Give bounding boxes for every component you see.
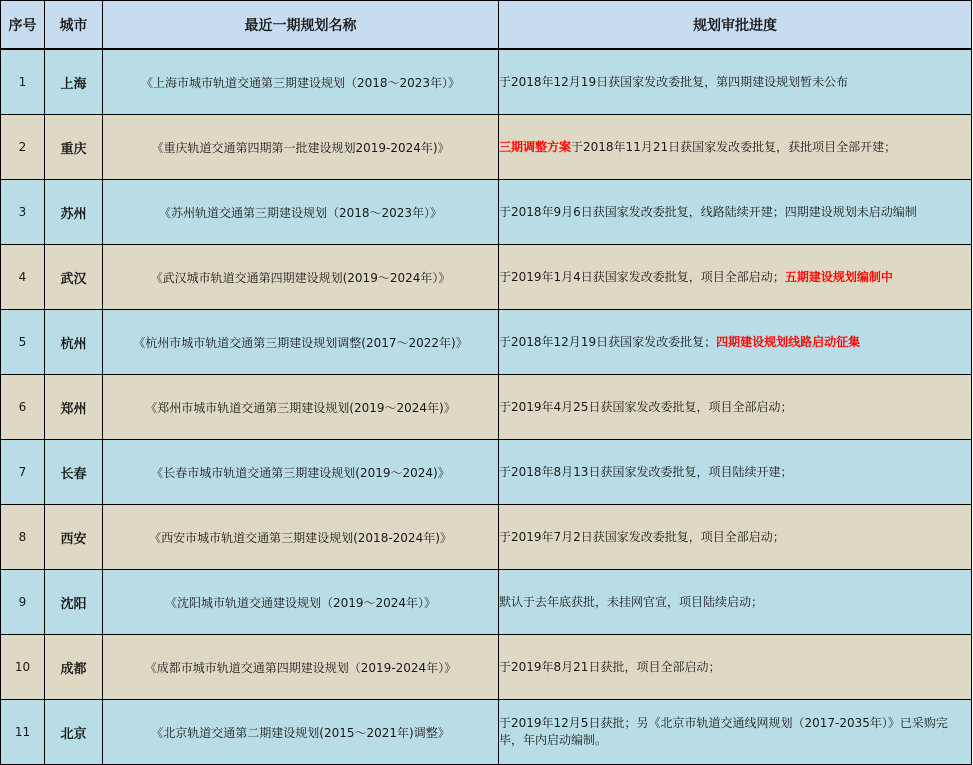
progress-text: 于2018年12月19日获国家发改委批复；: [499, 334, 717, 349]
cell-plan: 《沈阳城市轨道交通建设规划（2019～2024年）》: [103, 570, 499, 635]
cell-progress: [499, 310, 972, 375]
cell-no: 1: [1, 49, 45, 115]
header-progress: 规划审批进度: [499, 1, 972, 50]
cell-city: 北京: [45, 700, 103, 765]
progress-highlight: 五期建设规划编制中: [784, 269, 893, 284]
progress-text-after: 于2018年11月21日获国家发改委批复，获批项目全部开建；: [571, 139, 897, 154]
cell-no: 7: [1, 440, 45, 505]
cell-plan: 《上海市城市轨道交通第三期建设规划（2018～2023年）》: [103, 49, 499, 115]
cell-city: 杭州: [45, 310, 103, 375]
cell-progress: [499, 180, 972, 245]
progress-text: 于2019年7月2日获国家发改委批复，项目全部启动；: [499, 529, 785, 544]
cell-plan: 《苏州轨道交通第三期建设规划（2018～2023年）》: [103, 180, 499, 245]
table-row: [1, 375, 972, 440]
progress-text: 于2018年9月6日获国家发改委批复，线路陆续开建；四期建设规划未启动编制: [499, 204, 917, 219]
cell-plan: 《郑州市城市轨道交通第三期建设规划(2019～2024年)》: [103, 375, 499, 440]
table-row: [1, 49, 972, 115]
cell-progress: [499, 505, 972, 570]
progress-highlight: 三期调整方案: [499, 139, 572, 154]
cell-no: 2: [1, 115, 45, 180]
cell-city: 沈阳: [45, 570, 103, 635]
cell-plan: 《北京轨道交通第二期建设规划(2015～2021年)调整》: [103, 700, 499, 765]
cell-city: 郑州: [45, 375, 103, 440]
cell-no: 5: [1, 310, 45, 375]
progress-text: 于2019年12月5日获批；另《北京市轨道交通线网规划（2017-2035年）》已采购完毕，年内启动编制。: [499, 716, 948, 747]
cell-no: 10: [1, 635, 45, 700]
cell-progress: [499, 635, 972, 700]
cell-city: 重庆: [45, 115, 103, 180]
table-body: [1, 49, 972, 765]
header-row: [1, 1, 972, 50]
table-row: [1, 115, 972, 180]
cell-plan: 《西安市城市轨道交通第三期建设规划(2018-2024年)》: [103, 505, 499, 570]
cell-no: 8: [1, 505, 45, 570]
table-row: [1, 180, 972, 245]
table-row: [1, 570, 972, 635]
progress-highlight: 四期建设规划线路启动征集: [716, 334, 861, 349]
cell-progress: [499, 49, 972, 115]
cell-progress: [499, 570, 972, 635]
cell-no: 4: [1, 245, 45, 310]
table-row: [1, 245, 972, 310]
cell-plan: 《杭州市城市轨道交通第三期建设规划调整(2017～2022年)》: [103, 310, 499, 375]
table-row: [1, 635, 972, 700]
header-city: 城市: [45, 1, 103, 50]
cell-no: 11: [1, 700, 45, 765]
progress-text: 于2019年4月25日获国家发改委批复，项目全部启动；: [499, 399, 793, 414]
cell-no: 6: [1, 375, 45, 440]
progress-text: 于2018年8月13日获国家发改委批复，项目陆续开建；: [499, 464, 793, 479]
cell-progress: [499, 115, 972, 180]
cell-no: 3: [1, 180, 45, 245]
cell-progress: [499, 375, 972, 440]
cell-no: 9: [1, 570, 45, 635]
progress-text: 于2018年12月19日获国家发改委批复，第四期建设规划暂未公布: [499, 74, 849, 89]
progress-text: 于2019年1月4日获国家发改委批复，项目全部启动；: [499, 269, 785, 284]
table-row: [1, 310, 972, 375]
cell-city: 武汉: [45, 245, 103, 310]
cell-plan: 《重庆轨道交通第四期第一批建设规划2019-2024年)》: [103, 115, 499, 180]
cell-progress: [499, 245, 972, 310]
table-row: [1, 440, 972, 505]
table-row: [1, 505, 972, 570]
cell-progress: [499, 440, 972, 505]
table-row: [1, 700, 972, 765]
header-plan: 最近一期规划名称: [103, 1, 499, 50]
progress-text: 默认于去年底获批，未挂网官宣，项目陆续启动；: [499, 594, 764, 609]
header-no: 序号: [1, 1, 45, 50]
cell-city: 西安: [45, 505, 103, 570]
cell-city: 长春: [45, 440, 103, 505]
progress-text: 于2019年8月21日获批，项目全部启动；: [499, 659, 721, 674]
cell-city: 上海: [45, 49, 103, 115]
cell-plan: 《长春市城市轨道交通第三期建设规划(2019～2024)》: [103, 440, 499, 505]
cell-plan: 《成都市城市轨道交通第四期建设规划（2019-2024年）》: [103, 635, 499, 700]
cell-city: 苏州: [45, 180, 103, 245]
cell-city: 成都: [45, 635, 103, 700]
cell-progress: [499, 700, 972, 765]
cell-plan: 《武汉城市轨道交通第四期建设规划(2019～2024年）》: [103, 245, 499, 310]
